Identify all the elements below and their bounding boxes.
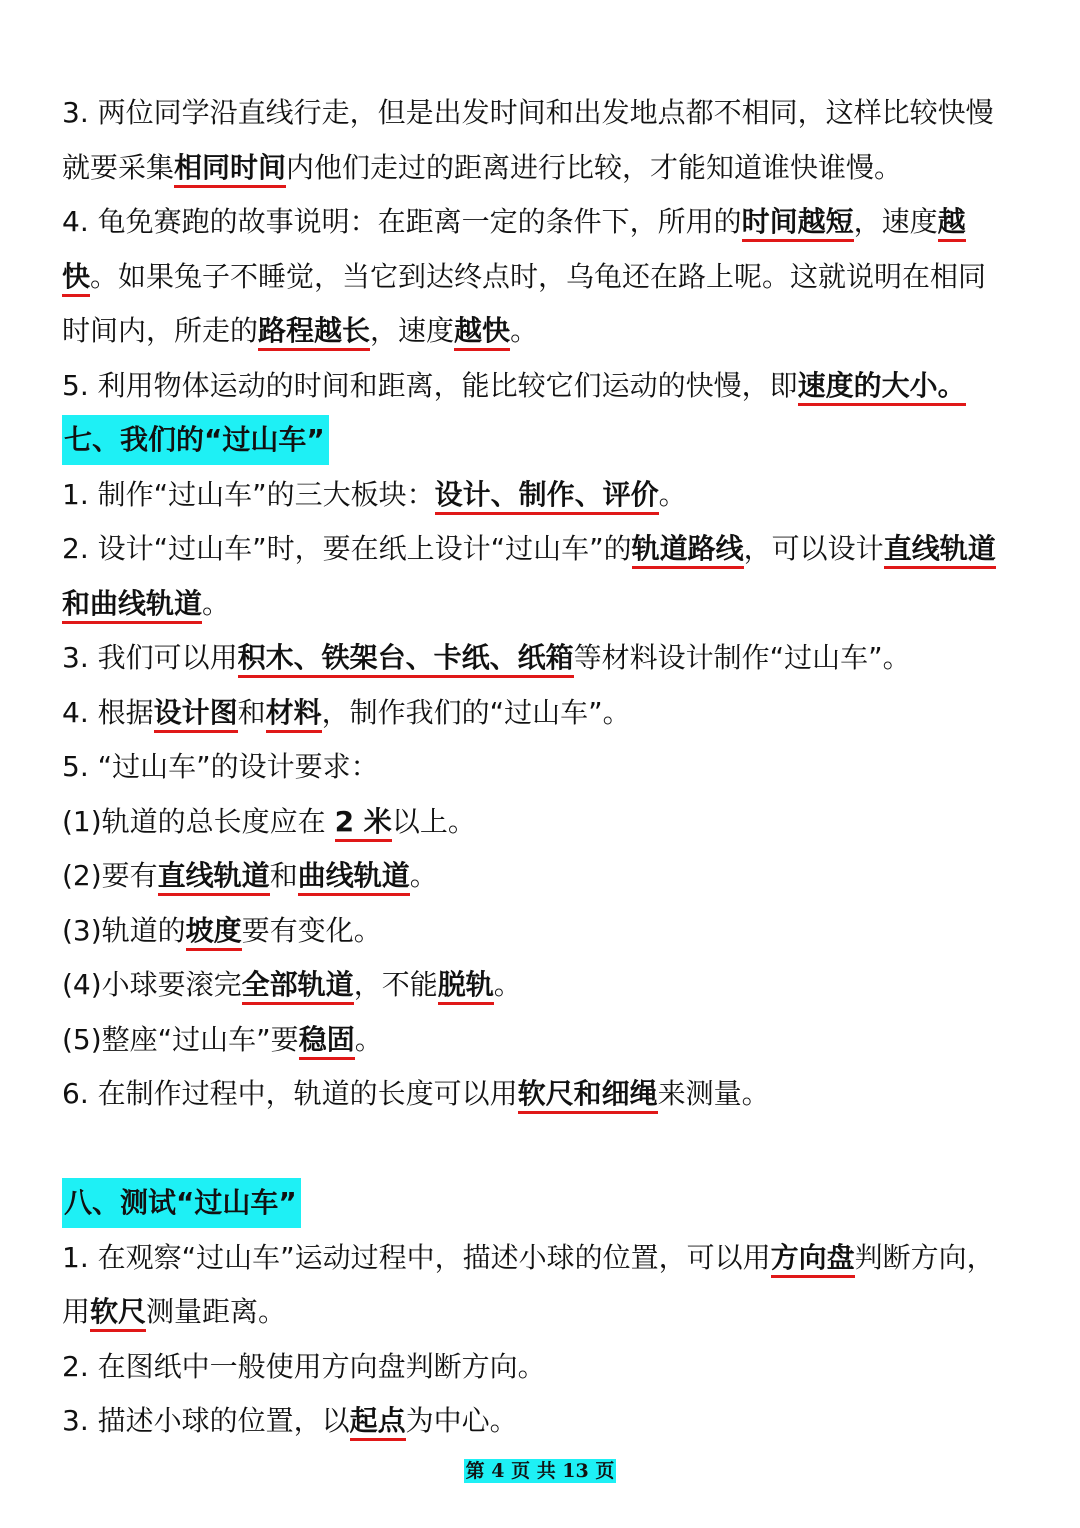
keyword: 越 xyxy=(938,205,966,242)
keyword: 时间越短 xyxy=(742,205,854,242)
page-number: 第 4 页 共 13 页 xyxy=(465,1460,615,1482)
s7-req2: (2)要有直线轨道和曲线轨道。 xyxy=(62,849,1032,904)
section8-heading-row xyxy=(62,1176,1032,1231)
spacer xyxy=(62,1122,1032,1177)
s6-item5: 5. 利用物体运动的时间和距离，能比较它们运动的快慢，即速度的大小。 xyxy=(62,359,1032,414)
section-heading: 七、我们的“过山车” xyxy=(62,415,329,465)
keyword: 脱轨 xyxy=(438,968,494,1005)
keyword: 2 米 xyxy=(335,805,392,842)
s7-req3: (3)轨道的坡度要有变化。 xyxy=(62,904,1032,959)
s6-item4-line3: 时间内，所走的路程越长，速度越快。 xyxy=(62,304,1032,359)
page-footer xyxy=(0,1456,1080,1483)
keyword: 轨道路线 xyxy=(632,532,744,569)
keyword: 积木、铁架台、卡纸、纸箱 xyxy=(238,641,574,678)
keyword: 稳固 xyxy=(299,1023,355,1060)
keyword: 和曲线轨道 xyxy=(62,587,202,624)
keyword: 直线轨道 xyxy=(884,532,996,569)
keyword: 软尺和细绳 xyxy=(518,1077,658,1114)
keyword: 曲线轨道 xyxy=(298,859,410,896)
s8-item2: 2. 在图纸中一般使用方向盘判断方向。 xyxy=(62,1349,546,1383)
section7-heading-row xyxy=(62,413,1032,468)
s7-req5: (5)整座“过山车”要稳固。 xyxy=(62,1013,1032,1068)
s7-item6: 6. 在制作过程中，轨道的长度可以用软尺和细绳来测量。 xyxy=(62,1067,1032,1122)
s6-item4-line2: 快。如果兔子不睡觉，当它到达终点时，乌龟还在路上呢。这就说明在相同 xyxy=(62,250,1032,305)
keyword: 相同时间 xyxy=(174,151,286,188)
s6-item4-line1: 4. 龟免赛跑的故事说明：在距离一定的条件下，所用的时间越短，速度越 xyxy=(62,195,1032,250)
s6-item3-line2: 就要采集相同时间内他们走过的距离进行比较，才能知道谁快谁慢。 xyxy=(62,141,1032,196)
s7-item2-line1: 2. 设计“过山车”时，要在纸上设计“过山车”的轨道路线，可以设计直线轨道 xyxy=(62,522,1032,577)
s8-item1-line1: 1. 在观察“过山车”运动过程中，描述小球的位置，可以用方向盘判断方向， xyxy=(62,1231,1032,1286)
section-heading: 八、测试“过山车” xyxy=(62,1178,301,1228)
document-body xyxy=(62,86,1032,1449)
keyword: 方向盘 xyxy=(771,1241,855,1278)
keyword: 设计图 xyxy=(154,696,238,733)
keyword: 全部轨道 xyxy=(242,968,354,1005)
s8-item1-line2: 用软尺测量距离。 xyxy=(62,1285,1032,1340)
keyword: 设计、制作、评价 xyxy=(435,478,659,515)
keyword: 软尺 xyxy=(90,1295,146,1332)
s8-item3: 3. 描述小球的位置，以起点为中心。 xyxy=(62,1394,1032,1449)
s7-item1: 1. 制作“过山车”的三大板块：设计、制作、评价。 xyxy=(62,468,1032,523)
s7-item4: 4. 根据设计图和材料，制作我们的“过山车”。 xyxy=(62,686,1032,741)
s7-item5: 5. “过山车”的设计要求： xyxy=(62,750,379,783)
s7-req4: (4)小球要滚完全部轨道，不能脱轨。 xyxy=(62,958,1032,1013)
keyword: 速度的大小。 xyxy=(798,369,966,406)
keyword: 起点 xyxy=(350,1404,406,1441)
keyword: 直线轨道 xyxy=(158,859,270,896)
s7-item2-line2: 和曲线轨道。 xyxy=(62,577,1032,632)
s7-req1: (1)轨道的总长度应在 2 米以上。 xyxy=(62,795,1032,850)
s7-item3: 3. 我们可以用积木、铁架台、卡纸、纸箱等材料设计制作“过山车”。 xyxy=(62,631,1032,686)
keyword: 坡度 xyxy=(186,914,242,951)
keyword: 越快 xyxy=(454,314,510,351)
keyword: 材料 xyxy=(266,696,322,733)
keyword: 快 xyxy=(62,260,90,297)
keyword: 路程越长 xyxy=(258,314,370,351)
s6-item3-line1: 3. 两位同学沿直线行走，但是出发时间和出发地点都不相同，这样比较快慢 xyxy=(62,96,994,129)
